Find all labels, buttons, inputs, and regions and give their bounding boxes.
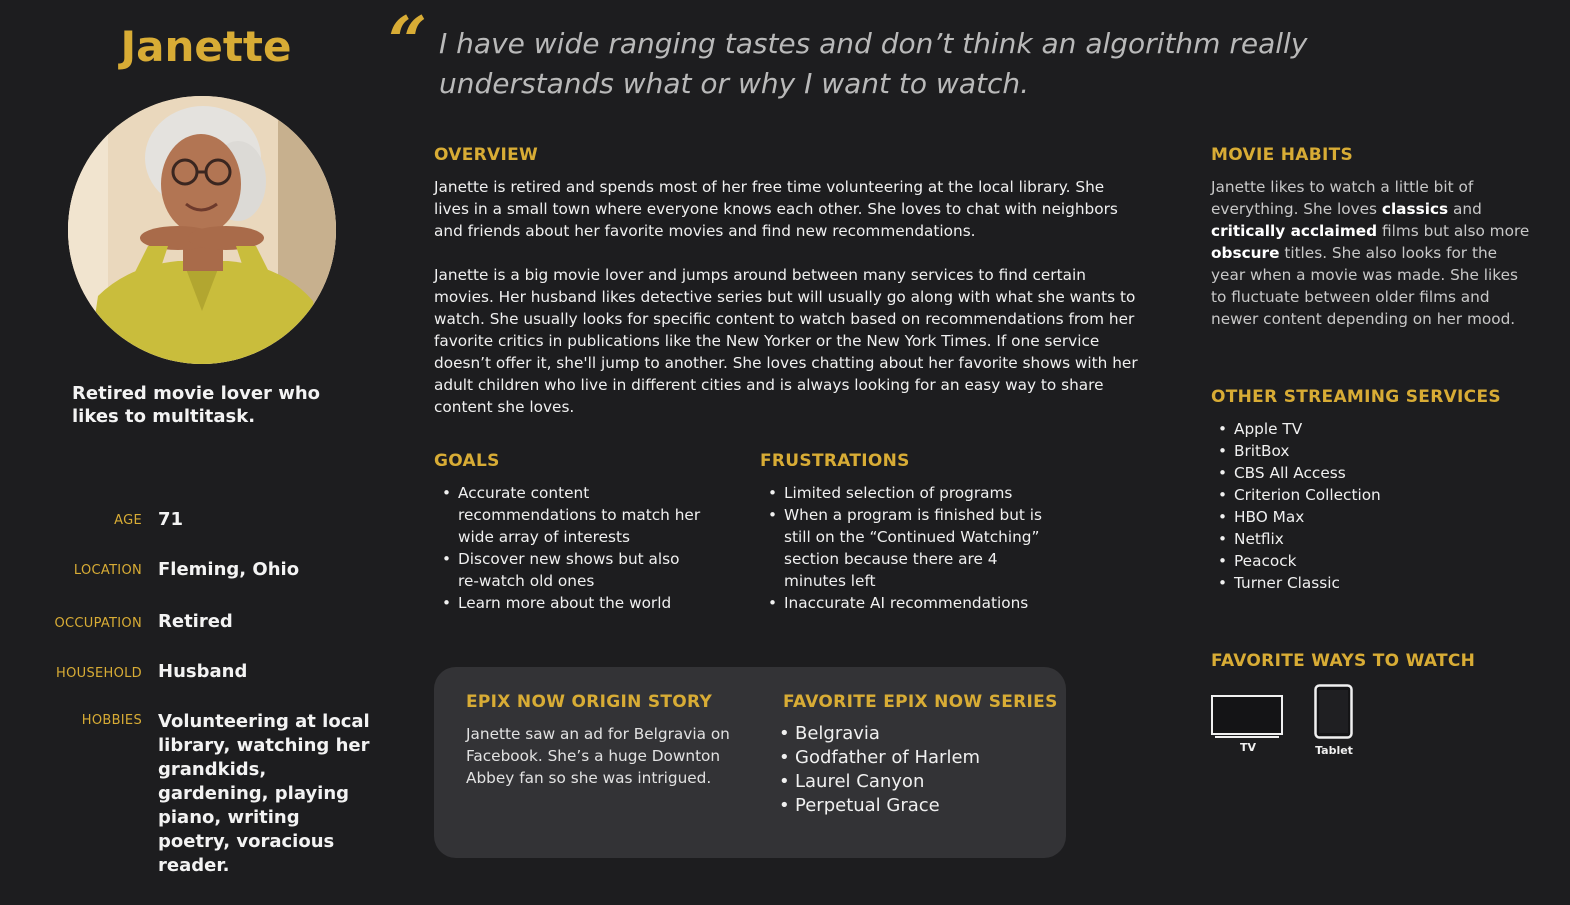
streaming-services-heading: OTHER STREAMING SERVICES <box>1211 387 1501 407</box>
tablet-icon <box>1314 684 1354 744</box>
streaming-item: • BritBox <box>1210 440 1510 462</box>
series-item: • Belgravia <box>777 722 1047 746</box>
movie-habits-heading: MOVIE HABITS <box>1211 145 1354 165</box>
hobbies-label: HOBBIES <box>81 713 142 728</box>
habits-bold-acclaimed: critically acclaimed <box>1211 222 1378 240</box>
tv-label: TV <box>1239 741 1257 754</box>
age-label: AGE <box>114 513 142 528</box>
streaming-item: • HBO Max <box>1210 506 1510 528</box>
goals-heading: GOALS <box>434 451 500 471</box>
epix-card <box>434 667 1066 858</box>
location-value: Fleming, Ohio <box>158 559 300 580</box>
household-value: Husband <box>158 661 248 682</box>
series-item: • Laurel Canyon <box>777 770 1047 794</box>
frustrations-heading: FRUSTRATIONS <box>760 451 910 471</box>
streaming-item: • CBS All Access <box>1210 462 1510 484</box>
goals-list <box>434 482 704 614</box>
goal-item: • Discover new shows but also re-watch old ones <box>434 548 704 592</box>
habits-text-part: films but also more <box>1377 222 1530 240</box>
habits-text-part: and <box>1448 200 1482 218</box>
series-item: • Perpetual Grace <box>777 794 1047 818</box>
occupation-value: Retired <box>158 611 233 632</box>
overview-paragraph-1: Janette is retired and spends most of her free time volunteering at the local library. She lives in a small town where everyone knows each other. She loves to chat with neighbors and friends about her favorite movies and find new recommendations. <box>434 178 1118 240</box>
frustration-item: • When a program is finished but is still on the “Continued Watching” section because there are 4 minutes left <box>760 504 1060 592</box>
tablet-label: Tablet <box>1315 744 1353 757</box>
persona-avatar <box>68 96 336 364</box>
overview-heading: OVERVIEW <box>434 145 539 165</box>
streaming-item: • Netflix <box>1210 528 1510 550</box>
favorite-series-heading: FAVORITE EPIX NOW SERIES <box>783 692 1058 712</box>
origin-story-text: Janette saw an ad for Belgravia on Facebook. She’s a huge Downton Abbey fan so she was intrigued. <box>466 725 730 787</box>
household-label: HOUSEHOLD <box>56 666 142 681</box>
persona-quote: I have wide ranging tastes and don’t think an algorithm really understands what or why I want to watch. <box>439 27 1308 100</box>
frustration-item: • Limited selection of programs <box>760 482 1060 504</box>
habits-bold-classics: classics <box>1381 200 1449 218</box>
streaming-item: • Turner Classic <box>1210 572 1510 594</box>
habits-text-part: Janette likes to watch a little bit of everything. She loves <box>1211 178 1474 218</box>
movie-habits-text <box>1211 176 1531 330</box>
series-item: • Godfather of Harlem <box>777 746 1047 770</box>
ways-to-watch-heading: FAVORITE WAYS TO WATCH <box>1211 651 1476 671</box>
overview-paragraph-2: Janette is a big movie lover and jumps around between many services to find certain movies. Her husband likes detective series but will usually go along with what she wants to watch. She usually looks for specific content to watch based on recommendations from her favorite critics in publications like the New Yorker or the New York Times. If one service doesn’t offer it, she'll jump to another. She loves chatting about her favorite shows with her adult children who live in different cities and is always looking for an easy way to share content she loves. <box>434 266 1138 416</box>
persona-name: Janette <box>120 22 292 71</box>
frustrations-list <box>760 482 1060 614</box>
frustration-item: • Inaccurate AI recommendations <box>760 592 1060 614</box>
streaming-item: • Peacock <box>1210 550 1510 572</box>
streaming-item: • Apple TV <box>1210 418 1510 440</box>
quote-mark-icon: “ <box>388 2 428 82</box>
habits-bold-obscure: obscure <box>1211 244 1280 262</box>
favorite-series-list <box>777 722 1047 818</box>
age-value: 71 <box>158 509 184 530</box>
location-label: LOCATION <box>73 563 142 578</box>
streaming-item: • Criterion Collection <box>1210 484 1510 506</box>
habits-text-part: titles. She also looks for the year when a movie was made. She likes to fluctuate between older films and newer content depending on her mood. <box>1211 244 1518 328</box>
hobbies-value: Volunteering at local library, watching her grandkids, gardening, playing piano, writing poetry, voracious reader. <box>158 711 370 876</box>
goal-item: • Learn more about the world <box>434 592 704 614</box>
streaming-services-list <box>1210 418 1510 594</box>
origin-story-heading: EPIX NOW ORIGIN STORY <box>466 692 713 712</box>
persona-tagline: Retired movie lover who likes to multitask. <box>72 383 321 427</box>
tv-icon <box>1211 695 1285 743</box>
goal-item: • Accurate content recommendations to match her wide array of interests <box>434 482 704 548</box>
occupation-label: OCCUPATION <box>54 616 142 631</box>
